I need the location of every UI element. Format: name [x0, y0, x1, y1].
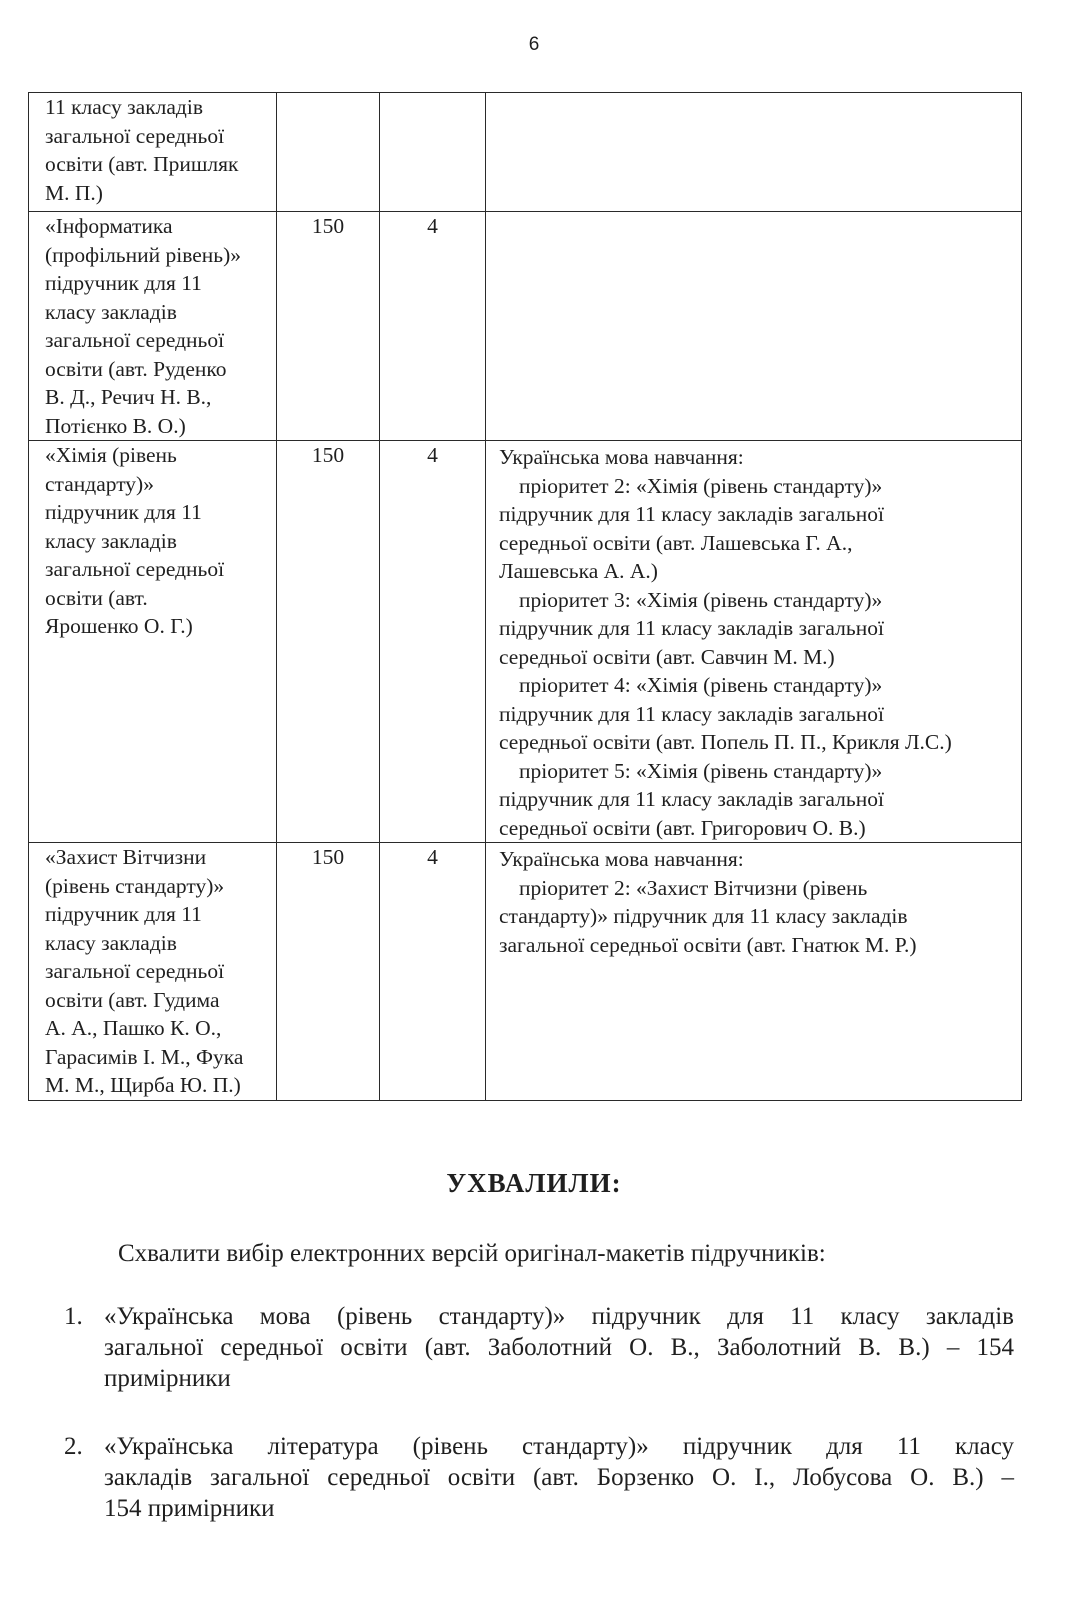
textbook-title-line: підручник для 11 [45, 271, 202, 295]
choice-line: середньої освіти (авт. Лашевська Г. А., [499, 530, 853, 555]
textbook-title-line: загальної середньої [45, 959, 225, 983]
priority-choice-cell [486, 441, 1022, 843]
approved-textbook-list [64, 1301, 1014, 1561]
table-row [29, 441, 1022, 843]
list-item [64, 1431, 1014, 1524]
textbook-title-line: підручник для 11 [45, 500, 202, 524]
priority-choice-cell [486, 212, 1022, 441]
choice-line: підручник для 11 класу закладів загальної [499, 502, 884, 526]
list-item [64, 1301, 1014, 1394]
textbook-title-line: класу закладів [45, 528, 177, 553]
textbook-title-line: 11 класу закладів [45, 95, 203, 119]
priority-line: пріоритет 5: «Хімія (рівень стандарту)» [519, 758, 883, 783]
classes-count-cell: 4 [380, 843, 486, 1101]
textbook-title-line: загальної середньої [45, 557, 225, 581]
choice-line: Українська мова навчання: [499, 847, 744, 871]
textbook-table [28, 92, 1022, 1101]
textbook-title-line: А. А., Пашко К. О., [45, 1016, 222, 1040]
copies-count-cell [277, 93, 380, 212]
resolution-intro: Схвалити вибір електронних версій оригінал-макетів підручників: [118, 1240, 826, 1267]
classes-count-cell [380, 93, 486, 212]
priority-choice-cell [486, 93, 1022, 212]
textbook-title-line: стандарту)» [45, 471, 154, 496]
list-item-number: 2. [64, 1433, 83, 1460]
textbook-title-line: Ярошенко О. Г.) [45, 614, 193, 638]
choice-line: середньої освіти (авт. Попель П. П., Крикля Л.С.) [499, 730, 952, 754]
textbook-title-line: освіти (авт. Руденко [45, 356, 227, 381]
list-item-line: «Українська література (рівень стандарту)» підручник для 11 класу [104, 1433, 1014, 1460]
choice-line: стандарту)» підручник для 11 класу закладів [499, 904, 908, 928]
textbook-title-cell [29, 441, 277, 843]
textbook-title-line: (рівень стандарту)» [45, 873, 225, 898]
priority-line: пріоритет 4: «Хімія (рівень стандарту)» [519, 673, 883, 697]
textbook-title-line: «Хімія (рівень [45, 443, 177, 467]
priority-line: пріоритет 3: «Хімія (рівень стандарту)» [519, 587, 883, 612]
priority-line: пріоритет 2: «Хімія (рівень стандарту)» [519, 473, 883, 498]
textbook-title-line: освіти (авт. [45, 585, 148, 610]
copies-count-cell: 150 [277, 441, 380, 843]
list-item-number: 1. [64, 1303, 83, 1330]
list-item-line: 154 примірники [104, 1495, 275, 1522]
table-row [29, 843, 1022, 1101]
textbook-title-line: М. М., Щирба Ю. П.) [45, 1073, 241, 1097]
textbook-title-line: Потієнко В. О.) [45, 413, 186, 438]
choice-line: Українська мова навчання: [499, 445, 744, 469]
textbook-title-line: «Захист Вітчизни [45, 845, 207, 869]
textbook-title-line: загальної середньої [45, 123, 225, 148]
choice-line: підручник для 11 класу закладів загальної [499, 701, 884, 726]
textbook-title-line: Гарасимів І. М., Фука [45, 1044, 244, 1069]
table-row [29, 212, 1022, 441]
textbook-title-line: М. П.) [45, 180, 103, 205]
page-number: 6 [528, 34, 540, 55]
textbook-title-cell [29, 93, 277, 212]
textbook-title-line: В. Д., Речич Н. В., [45, 385, 212, 409]
table-row [29, 93, 1022, 212]
priority-choice-cell [486, 843, 1022, 1101]
choice-line: Лашевська А. А.) [499, 559, 658, 583]
classes-count-cell: 4 [380, 212, 486, 441]
textbook-title-line: класу закладів [45, 930, 177, 955]
textbook-title-line: освіти (авт. Гудима [45, 987, 220, 1012]
textbook-title-line: загальної середньої [45, 328, 225, 352]
copies-count-cell: 150 [277, 212, 380, 441]
classes-count-cell: 4 [380, 441, 486, 843]
textbook-title-line: підручник для 11 [45, 902, 202, 926]
priority-line: пріоритет 2: «Захист Вітчизни (рівень [519, 875, 868, 900]
resolution-heading: УХВАЛИЛИ: [446, 1168, 622, 1198]
textbook-title-line: освіти (авт. Пришляк [45, 152, 239, 176]
choice-line: підручник для 11 класу закладів загальної [499, 787, 884, 811]
list-item-line: загальної середньої освіти (авт. Заболотний О. В., Заболотний В. В.) – 154 [104, 1334, 1014, 1361]
choice-line: середньої освіти (авт. Григорович О. В.) [499, 815, 866, 840]
choice-line: підручник для 11 класу закладів загальної [499, 616, 884, 640]
textbook-title-line: (профільний рівень)» [45, 242, 242, 267]
list-item-line: закладів загальної середньої освіти (авт. Борзенко О. І., Лобусова О. В.) – [104, 1464, 1014, 1491]
list-item-line: примірники [104, 1365, 231, 1392]
choice-line: середньої освіти (авт. Савчин М. М.) [499, 644, 835, 669]
textbook-title-cell [29, 843, 277, 1101]
textbook-title-line: класу закладів [45, 299, 177, 324]
copies-count-cell: 150 [277, 843, 380, 1101]
choice-line: загальної середньої освіти (авт. Гнатюк М. Р.) [499, 932, 917, 957]
list-item-line: «Українська мова (рівень стандарту)» підручник для 11 класу закладів [104, 1303, 1014, 1330]
textbook-title-cell [29, 212, 277, 441]
textbook-title-line: «Інформатика [45, 214, 173, 238]
